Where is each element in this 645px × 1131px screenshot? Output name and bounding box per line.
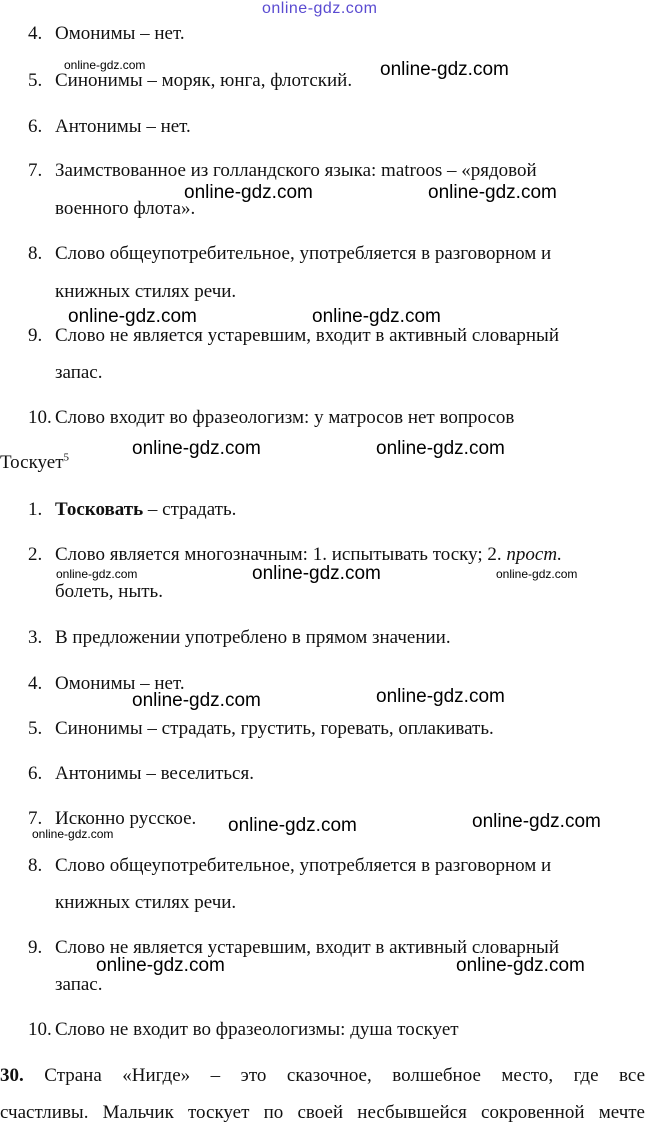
exercise-text-line-2: счастливы. Мальчик тоскует по своей несбывшейся сокровенной мечте bbox=[0, 1102, 645, 1123]
watermark: online-gdz.com bbox=[132, 438, 261, 459]
item-text: Слово входит во фразеологизм: у матросов нет вопросов bbox=[55, 407, 515, 428]
item-number: 4. bbox=[28, 673, 43, 694]
item-number: 10. bbox=[28, 1019, 52, 1040]
item-number: 7. bbox=[28, 808, 43, 829]
watermark: online-gdz.com bbox=[68, 306, 197, 327]
exercise-paragraph-line-1 bbox=[0, 1057, 645, 1094]
watermark: online-gdz.com bbox=[132, 690, 261, 711]
item-text-continued: книжных стилях речи. bbox=[55, 281, 237, 302]
item-text: Омонимы – нет. bbox=[55, 673, 185, 694]
exercise-number: 30. bbox=[0, 1065, 24, 1086]
heading-word: Тоскует bbox=[0, 452, 64, 473]
watermark: online-gdz.com bbox=[56, 567, 138, 581]
watermark: online-gdz.com bbox=[456, 955, 585, 976]
item-number: 8. bbox=[28, 243, 43, 264]
watermark: online-gdz.com bbox=[96, 955, 225, 976]
item-text: Слово общеупотребительное, употребляется в разговорном и bbox=[55, 855, 552, 876]
watermark: online-gdz.com bbox=[428, 182, 557, 203]
item-text bbox=[55, 491, 236, 528]
item-text: Слово не входит во фразеологизмы: душа тоскует bbox=[55, 1019, 459, 1040]
item-number: 9. bbox=[28, 325, 43, 346]
item-text-continued: запас. bbox=[55, 974, 103, 995]
watermark: online-gdz.com bbox=[380, 59, 509, 80]
item-text: Синонимы – моряк, юнга, флотский. bbox=[55, 70, 353, 91]
item-number: 3. bbox=[28, 627, 43, 648]
item-text: Омонимы – нет. bbox=[55, 23, 185, 44]
item-text-continued: книжных стилях речи. bbox=[55, 892, 237, 913]
item-text: Синонимы – страдать, грустить, горевать, оплакивать. bbox=[55, 718, 494, 739]
item-number: 7. bbox=[28, 160, 43, 181]
list-item bbox=[28, 317, 645, 397]
item-text: Исконно русское. bbox=[55, 808, 197, 829]
item-text: Заимствованное из голландского языка: matroos – «рядовой bbox=[55, 160, 537, 181]
item-number: 2. bbox=[28, 544, 43, 565]
watermark: online-gdz.com bbox=[64, 58, 146, 72]
item-text-main: Слово является многозначным: 1. испытывать тоску; 2. bbox=[55, 544, 507, 565]
item-number: 6. bbox=[28, 763, 43, 784]
item-text: Антонимы – веселиться. bbox=[55, 763, 254, 784]
item-number: 9. bbox=[28, 937, 43, 958]
watermark: online-gdz.com bbox=[496, 567, 578, 581]
item-text: Слово не является устаревшим, входит в активный словарный bbox=[55, 325, 559, 346]
item-text: В предложении употреблено в прямом значении. bbox=[55, 627, 451, 648]
item-text: Слово общеупотребительное, употребляется в разговорном и bbox=[55, 243, 552, 264]
item-text-continued: военного флота». bbox=[55, 198, 196, 219]
item-number: 4. bbox=[28, 23, 43, 44]
item-number: 6. bbox=[28, 116, 43, 137]
exercise-text-line-1: Страна «Нигде» – это сказочное, волшебное место, где все bbox=[44, 1065, 645, 1086]
list-item bbox=[28, 847, 645, 927]
watermark: online-gdz.com bbox=[228, 815, 357, 836]
watermark: online-gdz.com bbox=[376, 438, 505, 459]
item-number: 8. bbox=[28, 855, 43, 876]
term-definition: – страдать. bbox=[143, 499, 237, 520]
item-number: 5. bbox=[28, 70, 43, 91]
watermark: online-gdz.com bbox=[184, 182, 313, 203]
list-item bbox=[28, 235, 645, 315]
watermark: online-gdz.com bbox=[376, 686, 505, 707]
watermark: online-gdz.com bbox=[32, 827, 114, 841]
item-text-continued: болеть, ныть. bbox=[55, 581, 163, 602]
item-text: Антонимы – нет. bbox=[55, 116, 191, 137]
watermark: online-gdz.com bbox=[312, 306, 441, 327]
term-bold: Тосковать bbox=[55, 499, 144, 520]
item-number: 10. bbox=[28, 407, 52, 428]
item-text-italic: прост. bbox=[506, 544, 563, 565]
watermark-top: online-gdz.com bbox=[262, 0, 378, 17]
item-number: 1. bbox=[28, 499, 43, 520]
word-heading bbox=[0, 448, 69, 478]
item-text-continued: запас. bbox=[55, 362, 103, 383]
item-text: Слово не является устаревшим, входит в активный словарный bbox=[55, 937, 559, 958]
item-number: 5. bbox=[28, 718, 43, 739]
watermark: online-gdz.com bbox=[472, 811, 601, 832]
exercise-paragraph-line-2 bbox=[0, 1094, 645, 1131]
watermark: online-gdz.com bbox=[252, 563, 381, 584]
heading-footnote: 5 bbox=[63, 451, 70, 464]
